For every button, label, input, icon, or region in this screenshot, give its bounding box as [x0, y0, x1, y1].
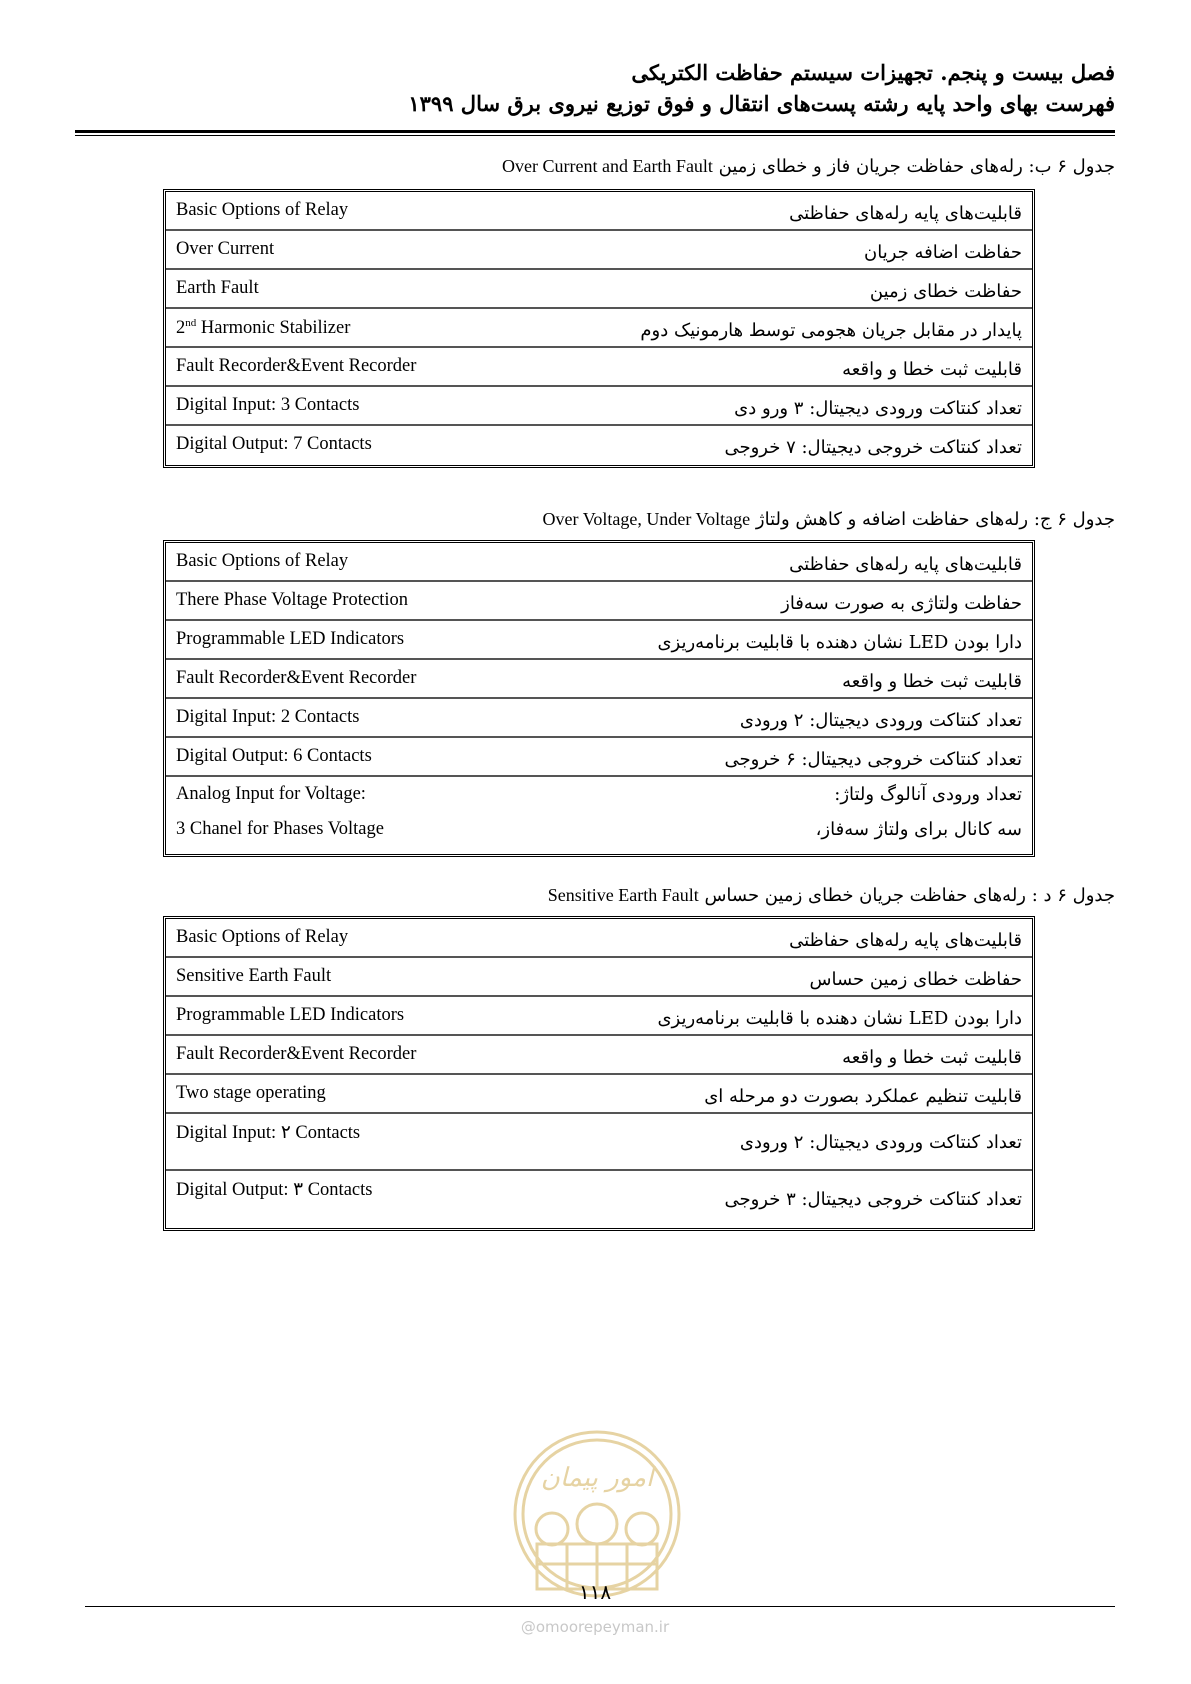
row-fa: تعداد کنتاکت ورودی دیجیتال: ۲ ورودی [556, 1114, 1032, 1171]
row-fa: حفاظت خطای زمین حساس [556, 958, 1032, 997]
row-en: Basic Options of Relay [166, 192, 556, 231]
row-fa: تعداد کنتاکت خروجی دیجیتال: ۶ خروجی [556, 738, 1032, 777]
row-en: Digital Output: 6 Contacts [166, 738, 556, 777]
table-row [166, 660, 1032, 699]
row-fa: قابلیت تنظیم عملکرد بصورت دو مرحله ای [556, 1075, 1032, 1114]
table-6d-caption [160, 883, 1115, 908]
row-en-line2: 3 Chanel for Phases Voltage [176, 819, 384, 839]
row-en: Earth Fault [166, 270, 556, 309]
table-6b-caption-fa: جدول ۶ ب: رله‌های حفاظت جریان فاز و خطای زمین [718, 156, 1115, 177]
row-en: Digital Input: 2 Contacts [166, 699, 556, 738]
row-en-line1: Analog Input for Voltage: [176, 784, 366, 804]
row-en: Fault Recorder&Event Recorder [166, 348, 556, 387]
harmonic-number: 2 [176, 318, 186, 339]
website-watermark: @omoorepeyman.ir [520, 1618, 670, 1636]
row-fa: دارا بودن LED نشان دهنده با قابلیت برنامه‌ریزی [556, 997, 1032, 1036]
row-fa: تعداد کنتاکت ورودی دیجیتال: ۲ ورودی [556, 699, 1032, 738]
row-fa: حفاظت ولتاژی به صورت سه‌فاز [556, 582, 1032, 621]
table-row [166, 997, 1032, 1036]
table-row [166, 699, 1032, 738]
row-fa: پایدار در مقابل جریان هجومی توسط هارمونیک دوم [556, 309, 1032, 348]
row-fa: قابلیت‌های پایه رله‌های حفاظتی [556, 192, 1032, 231]
harmonic-label: Harmonic Stabilizer [196, 318, 351, 339]
row-fa: قابلیت ثبت خطا و واقعه [556, 1036, 1032, 1075]
table-6c [163, 540, 1035, 857]
row-en: There Phase Voltage Protection [166, 582, 556, 621]
table-6d-caption-fa: جدول ۶ د : رله‌های حفاظت جریان خطای زمین حساس [704, 885, 1115, 906]
row-fa-line1: تعداد ورودی آنالوگ ولتاژ: [834, 784, 1022, 805]
header-rule-thin [75, 135, 1115, 136]
table-row [166, 426, 1032, 465]
row-en: Digital Input: ۲ Contacts [166, 1114, 556, 1171]
row-en-multiline [166, 777, 556, 854]
table-6b [163, 189, 1035, 468]
table-row [166, 919, 1032, 958]
row-en: Programmable LED Indicators [166, 621, 556, 660]
footer-rule [85, 1606, 1115, 1607]
table-row [166, 738, 1032, 777]
header-rule-thick [75, 130, 1115, 133]
table-row [166, 309, 1032, 348]
page-header [75, 58, 1115, 120]
table-row [166, 1171, 1032, 1228]
row-en-harmonic [166, 309, 556, 348]
row-fa: دارا بودن LED نشان دهنده با قابلیت برنامه‌ریزی [556, 621, 1032, 660]
row-en: Digital Output: ۳ Contacts [176, 1180, 373, 1200]
harmonic-suffix: nd [185, 317, 197, 329]
row-en: Sensitive Earth Fault [166, 958, 556, 997]
table-row [166, 1075, 1032, 1114]
row-en: Basic Options of Relay [166, 919, 556, 958]
row-en: Over Current [166, 231, 556, 270]
table-6b-caption-en: Over Current and Earth Fault [502, 156, 713, 176]
chapter-title: فصل بیست و پنجم. تجهیزات سیستم حفاظت الکتریکی [631, 60, 1115, 85]
row-fa: حفاظت خطای زمین [556, 270, 1032, 309]
row-fa-line2: سه کانال برای ولتاژ سه‌فاز، [815, 819, 1022, 840]
row-en: Fault Recorder&Event Recorder [166, 1036, 556, 1075]
table-6b-caption [160, 154, 1115, 179]
row-fa: قابلیت‌های پایه رله‌های حفاظتی [556, 919, 1032, 958]
row-fa: تعداد کنتاکت خروجی دیجیتال: ۷ خروجی [724, 437, 1022, 458]
row-en: Two stage operating [166, 1075, 556, 1114]
table-row [166, 1114, 1032, 1171]
table-6c-caption-en: Over Voltage, Under Voltage [542, 509, 751, 529]
row-fa: تعداد کنتاکت ورودی دیجیتال: ۳ ورو دی [556, 387, 1032, 426]
row-fa-multiline [556, 777, 1032, 854]
seal-gear-left-icon [536, 1513, 568, 1545]
table-6d-caption-en: Sensitive Earth Fault [547, 885, 699, 905]
table-row [166, 192, 1032, 231]
table-row-analog-input [166, 777, 1032, 854]
row-en: Digital Input: 3 Contacts [166, 387, 556, 426]
table-row [166, 621, 1032, 660]
table-6c-caption [160, 507, 1115, 532]
table-row [166, 1036, 1032, 1075]
seal-gear-center-icon [577, 1504, 617, 1544]
table-row [166, 387, 1032, 426]
table-row [166, 270, 1032, 309]
table-row [166, 543, 1032, 582]
table-row [166, 231, 1032, 270]
seal-lettering: امور پیمان [540, 1463, 654, 1493]
row-en: Digital Output: 7 Contacts [176, 434, 372, 454]
table-row [166, 582, 1032, 621]
row-en: Programmable LED Indicators [166, 997, 556, 1036]
row-fa: قابلیت ثبت خطا و واقعه [556, 348, 1032, 387]
row-en: Fault Recorder&Event Recorder [166, 660, 556, 699]
seal-gear-right-icon [626, 1513, 658, 1545]
row-fa: قابلیت‌های پایه رله‌های حفاظتی [556, 543, 1032, 582]
row-en: Basic Options of Relay [166, 543, 556, 582]
row-fa: تعداد کنتاکت خروجی دیجیتال: ۳ خروجی [724, 1189, 1022, 1210]
table-6c-caption-fa: جدول ۶ ج: رله‌های حفاظت اضافه و کاهش ولتاژ [755, 509, 1115, 530]
table-6d [163, 916, 1035, 1231]
table-row [166, 958, 1032, 997]
document-title: فهرست بهای واحد پایه رشته پست‌های انتقال و فوق توزیع نیروی برق سال ۱۳۹۹ [408, 91, 1115, 116]
page-number: ۱۱۸ [578, 1580, 612, 1604]
row-fa: حفاظت اضافه جریان [556, 231, 1032, 270]
row-fa: قابلیت ثبت خطا و واقعه [556, 660, 1032, 699]
table-row [166, 348, 1032, 387]
